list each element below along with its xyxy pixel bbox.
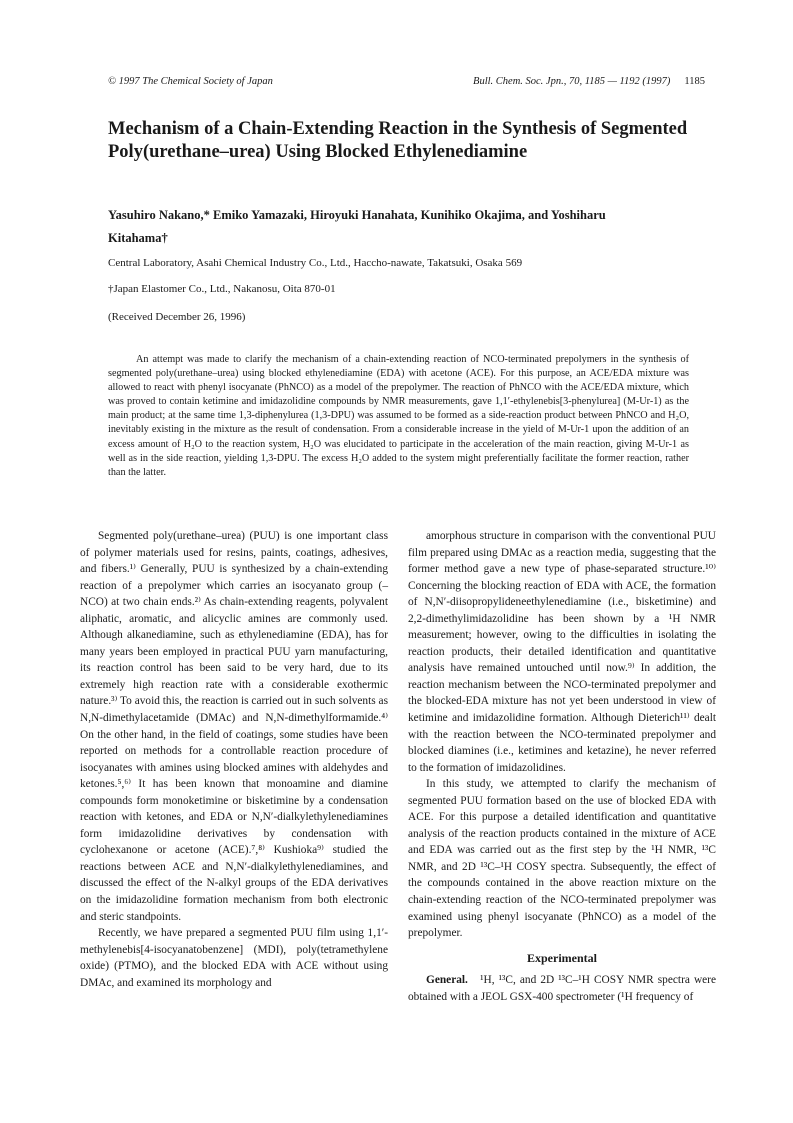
- body-column-right: [408, 528, 716, 1005]
- author-list: Yasuhiro Nakano,* Emiko Yamazaki, Hiroyuki Hanahata, Kunihiko Okajima, and Yoshiharu Kitahama†: [108, 208, 606, 245]
- section-heading-experimental: Experimental: [527, 950, 597, 965]
- journal-citation: [473, 76, 705, 87]
- body-column-left: [80, 528, 388, 991]
- body-paragraph: Segmented poly(urethane–urea) (PUU) is one important class of polymer materials used for resins, paints, coatings, adhesives, and fibers.¹⁾ Generally, PUU is synthesized by a chain-extending reaction of a prepolymer which carries an isocyanato group (–NCO) at two chain ends.²⁾ As chain-extending reagents, polyvalent aliphatic, aromatic, and alicyclic amines are commonly used. Although alkanediamine, such as ethylenediamine (EDA), has for many years been employed in practical PUU yarn manufacturing, its reaction control has been said to be very hard, due to its extremely high reaction rate with a considerable exothermic nature.³⁾ To avoid this, the reaction is carried out in such solvents as N,N-dimethylacetamide (DMAc) and N,N-dimethylformamide.⁴⁾ On the other hand, in the field of coatings, some studies have been reported on methods for a controllable reaction procedure of isocyanates with amines using blocked amines with aldehydes and ketones.⁵,⁶⁾ It has been known that monoamine and diamine compounds form monoketimine or bisketimine by a condensation reaction with ketones, and EDA or N,N′-dialkylethylenediamines form imidazolidine derivatives by condensation with cyclohexanone or acetone (ACE).⁷,⁸⁾ Kushioka⁹⁾ studied the reactions between ACE and N,N′-dialkylethylenediamines, and discussed the effect of the N-alkyl groups of the EDA derivatives on the imidazolidine formation mechanism from both electronic and steric standpoints.: [80, 530, 388, 923]
- body-paragraph-general: [408, 972, 716, 1005]
- affiliation-1: Central Laboratory, Asahi Chemical Industry Co., Ltd., Haccho-nawate, Takatsuki, Osaka 569: [108, 257, 523, 269]
- body-paragraph: Recently, we have prepared a segmented PUU film using 1,1′-methylenebis[4-isocyanatobenzene] (MDI), poly(tetramethylene oxide) (PTMO), and the blocked EDA with ACE without using DMAc, and examined its morphology and: [80, 927, 388, 989]
- received-date: (Received December 26, 1996): [108, 311, 246, 323]
- article-title: Mechanism of a Chain-Extending Reaction in the Synthesis of Segmented Poly(urethane–urea) Using Blocked Ethylenediamine: [108, 119, 688, 162]
- general-text: ¹H, ¹³C, and 2D ¹³C–¹H COSY NMR spectra were obtained with a JEOL GSX-400 spectrometer (¹H frequency of: [408, 974, 716, 1003]
- abstract: An attempt was made to clarify the mechanism of a chain-extending reaction of NCO-terminated prepolymers in the synthesis of segmented poly(urethane–urea) using blocked ethylenediamine (EDA) with acetone (ACE). For this purpose, an ACE/EDA mixture was allowed to react with phenyl isocyanate (PhNCO) as a model of the prepolymer. The reaction of PhNCO with the ACE/EDA mixture, which was proved to contain ketimine and imidazolidine compounds by NMR measurements, gave 1,1′-ethylenebis[3-phenylurea] (M-Ur-1) as the main product; at the same time 1,3-diphenylurea (1,3-DPU) was assumed to be formed as a side-reaction product between PhNCO and H₂O, inevitably existing in the mixture as the result of condensation. From a considerable increase in the yield of M-Ur-1 upon the addition of an excess amount of H₂O to the reaction system, H₂O was elucidated to participate in the acceleration of the main reaction, giving M-Ur-1 as well as in the side reaction, yielding 1,3-DPU. The excess H₂O added to the system might preferentially facilitate the former reaction, rather than the latter.: [108, 354, 689, 478]
- run-in-heading: General.: [426, 974, 468, 987]
- body-paragraph: In this study, we attempted to clarify the mechanism of segmented PUU formation based on the use of blocked EDA with ACE. For this purpose a detailed identification and quantitative analysis of the reaction products contained in the mixture of ACE and EDA was carried out as the first step by the ¹H NMR, ¹³C NMR, and 2D ¹³C–¹H COSY spectra. Subsequently, the effect of the compounds contained in the above reaction mixture on the chain-extending reaction of the NCO-terminated prepolymer was examined using phenyl isocyanate (PhNCO) as a model of the prepolymer.: [408, 778, 716, 940]
- running-head: [108, 76, 705, 87]
- copyright-line: © 1997 The Chemical Society of Japan: [108, 76, 273, 87]
- journal-reference: Bull. Chem. Soc. Jpn., 70, 1185 — 1192 (1997): [473, 76, 671, 87]
- affiliation-2: †Japan Elastomer Co., Ltd., Nakanosu, Oita 870-01: [108, 283, 336, 295]
- page-number: 1185: [684, 76, 705, 87]
- body-paragraph: amorphous structure in comparison with the conventional PUU film prepared using DMAc as a reaction media, suggesting that the former method gave a new type of phase-separated structure.¹⁰⁾ Concerning the blocking reaction of EDA with ACE, the formation of N,N′-diisopropylideneethylenediamine (i.e., bisketimine) and 2,2-dimethylimidazolidine has been shown by a ¹H NMR measurement; however, owing to the difficulties in isolating the reaction products, their detailed identification and quantitative analysis have remained untouched until now.⁹⁾ In addition, the reaction mechanism between the NCO-terminated prepolymer and the blocked-EDA mixture has not yet been understood in view of ketimine and imidazolidine formation. Although Dieterich¹¹⁾ dealt with the reaction between the NCO-terminated prepolymer and blocked diamines (i.e., ketimines and ketazine), he never referred to the formation of imidazolidines.: [408, 530, 716, 774]
